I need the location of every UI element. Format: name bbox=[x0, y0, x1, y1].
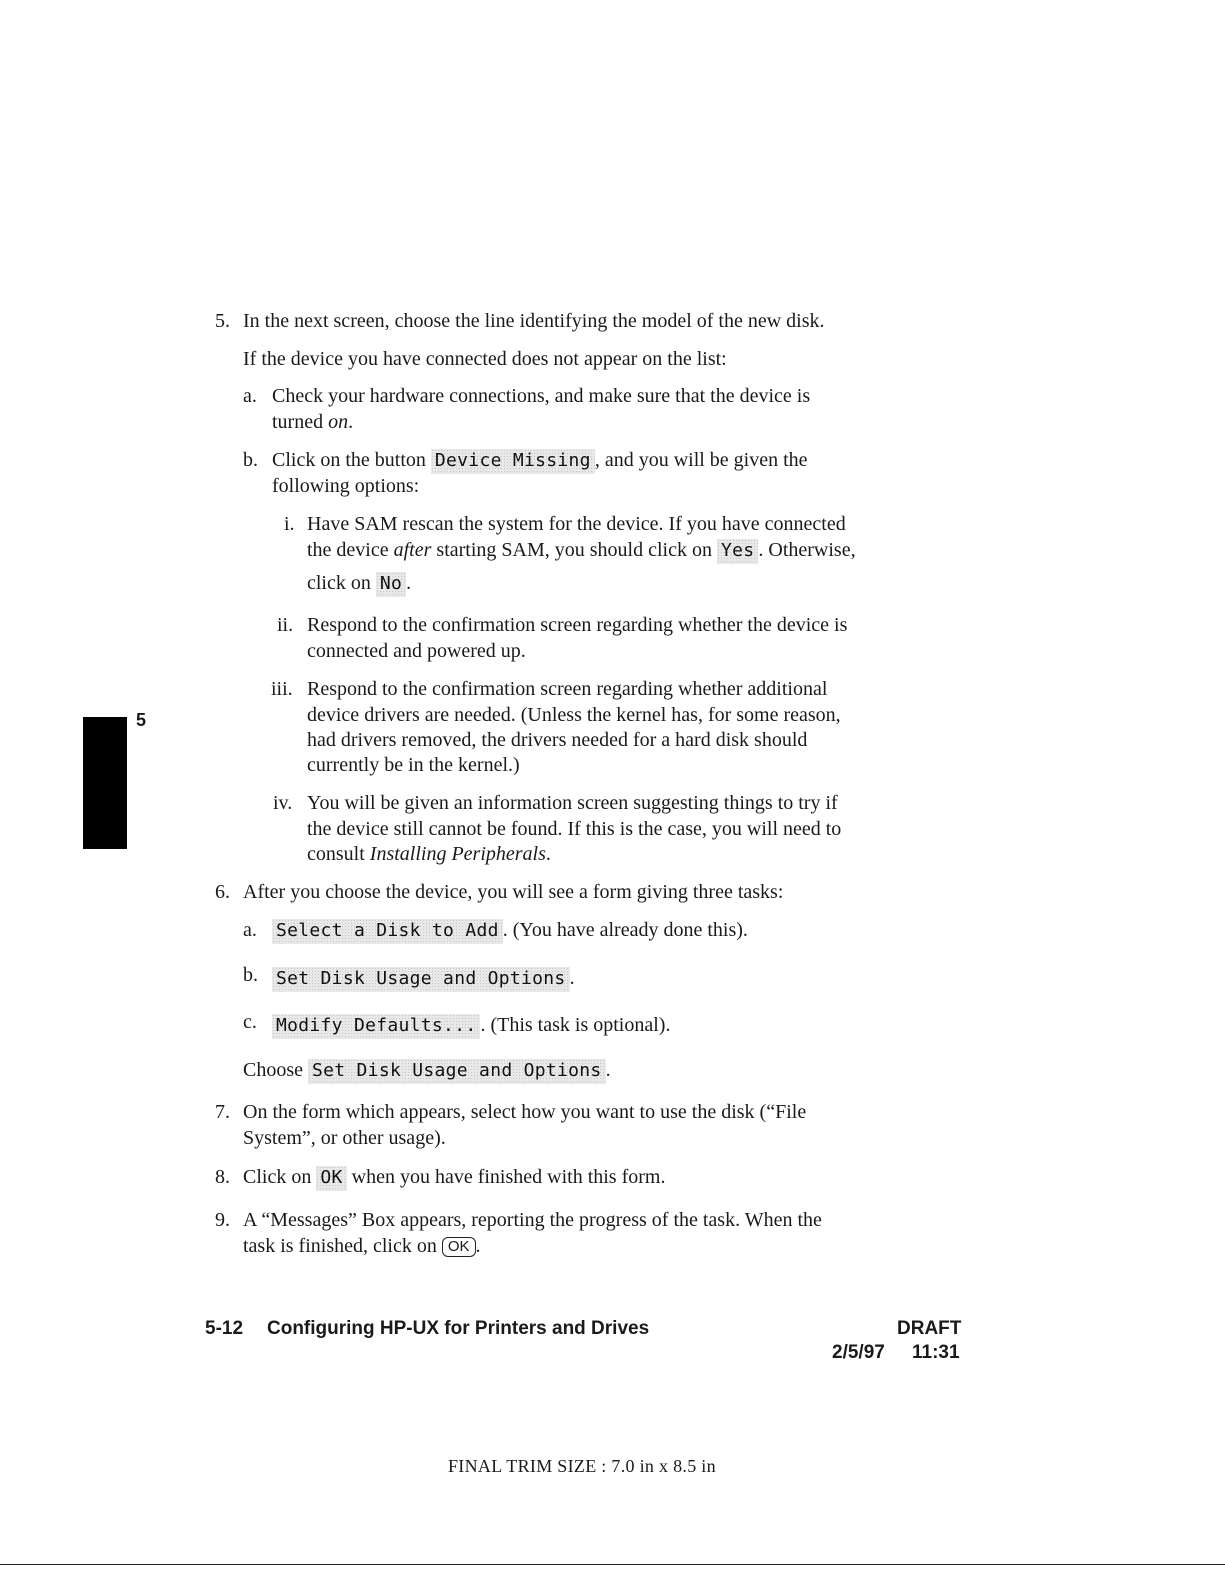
emphasis-installing-peripherals: Installing Peripherals bbox=[369, 843, 546, 865]
option-iv-marker: iv. bbox=[273, 792, 293, 814]
page-bottom-rule bbox=[0, 1564, 1225, 1565]
option-i-marker: i. bbox=[284, 513, 295, 535]
option-iii-line1: Respond to the confirmation screen regarding whether additional bbox=[307, 678, 828, 700]
ok-button[interactable]: OK bbox=[316, 1166, 346, 1191]
option-iii-line2: device drivers are needed. (Unless the kernel has, for some reason, bbox=[307, 704, 841, 726]
step-5b-line2: following options: bbox=[272, 475, 420, 497]
option-ii-line1: Respond to the confirmation screen regarding whether the device is bbox=[307, 614, 848, 636]
step-7-number: 7. bbox=[215, 1101, 230, 1123]
step-5a-marker: a. bbox=[243, 385, 257, 407]
footer-date: 2/5/97 bbox=[832, 1342, 885, 1363]
option-iii-line3: had drivers removed, the drivers needed for a hard disk should bbox=[307, 729, 808, 751]
step-9-line1: A “Messages” Box appears, reporting the progress of the task. When the bbox=[243, 1209, 822, 1231]
modify-defaults-button[interactable]: Modify Defaults... bbox=[272, 1014, 480, 1039]
step-5-number: 5. bbox=[215, 310, 230, 332]
device-missing-button[interactable]: Device Missing bbox=[431, 449, 595, 474]
footer-time: 11:31 bbox=[912, 1342, 960, 1363]
task-c-marker: c. bbox=[243, 1011, 257, 1033]
yes-button[interactable]: Yes bbox=[717, 539, 758, 564]
task-a-line: Select a Disk to Add . (You have already done this). bbox=[272, 917, 748, 944]
footer-page-number: 5-12 bbox=[205, 1318, 244, 1339]
choose-set-disk-usage-button[interactable]: Set Disk Usage and Options bbox=[308, 1059, 606, 1084]
chapter-tab-number: 5 bbox=[136, 710, 147, 730]
option-iv-line3: consult Installing Peripherals. bbox=[307, 843, 551, 865]
footer-draft-label: DRAFT bbox=[897, 1318, 962, 1339]
option-i-line2: the device after starting SAM, you should click on Yes . Otherwise, bbox=[307, 537, 856, 564]
choose-line: Choose Set Disk Usage and Options . bbox=[243, 1057, 611, 1084]
task-c-line: Modify Defaults... . (This task is optional). bbox=[272, 1012, 670, 1039]
step-5-if-missing: If the device you have connected does not appear on the list: bbox=[243, 348, 727, 370]
task-a-marker: a. bbox=[243, 919, 257, 941]
trim-size-note: FINAL TRIM SIZE : 7.0 in x 8.5 in bbox=[448, 1456, 716, 1476]
step-5a-line1: Check your hardware connections, and make sure that the device is bbox=[272, 385, 811, 407]
ok-key-button[interactable]: OK bbox=[442, 1237, 476, 1257]
option-iv-line2: the device still cannot be found. If this is the case, you will need to bbox=[307, 818, 842, 840]
step-5-text: In the next screen, choose the line identifying the model of the new disk. bbox=[243, 310, 825, 332]
select-disk-to-add-button[interactable]: Select a Disk to Add bbox=[272, 919, 503, 944]
task-b-marker: b. bbox=[243, 964, 258, 986]
option-iv-line1: You will be given an information screen suggesting things to try if bbox=[307, 792, 838, 814]
step-9-number: 9. bbox=[215, 1209, 230, 1231]
emphasis-on: on bbox=[328, 411, 349, 433]
option-i-line1: Have SAM rescan the system for the device. If you have connected bbox=[307, 513, 846, 535]
option-i-line3: click on No . bbox=[307, 570, 411, 597]
set-disk-usage-button[interactable]: Set Disk Usage and Options bbox=[272, 967, 570, 992]
step-6-text: After you choose the device, you will see a form giving three tasks: bbox=[243, 881, 784, 903]
step-7-line1: On the form which appears, select how you want to use the disk (“File bbox=[243, 1101, 807, 1123]
option-iii-line4: currently be in the kernel.) bbox=[307, 754, 520, 776]
option-ii-marker: ii. bbox=[277, 614, 294, 636]
step-8-line: Click on OK when you have finished with this form. bbox=[243, 1164, 665, 1191]
step-5b-line1: Click on the button Device Missing , and you will be given the bbox=[272, 447, 808, 474]
no-button[interactable]: No bbox=[376, 572, 406, 597]
step-8-number: 8. bbox=[215, 1166, 230, 1188]
footer-chapter-title: Configuring HP-UX for Printers and Drives bbox=[267, 1318, 650, 1339]
step-9-line2: task is finished, click on OK . bbox=[243, 1235, 481, 1257]
task-b-line: Set Disk Usage and Options . bbox=[272, 965, 575, 992]
step-6-number: 6. bbox=[215, 881, 230, 903]
option-ii-line2: connected and powered up. bbox=[307, 640, 526, 662]
step-5b-marker: b. bbox=[243, 449, 258, 471]
option-iii-marker: iii. bbox=[271, 678, 293, 700]
chapter-tab-marker bbox=[83, 717, 127, 849]
step-5a-line2: turned on. bbox=[272, 411, 354, 433]
emphasis-after: after bbox=[393, 539, 432, 561]
step-7-line2: System”, or other usage). bbox=[243, 1127, 446, 1149]
